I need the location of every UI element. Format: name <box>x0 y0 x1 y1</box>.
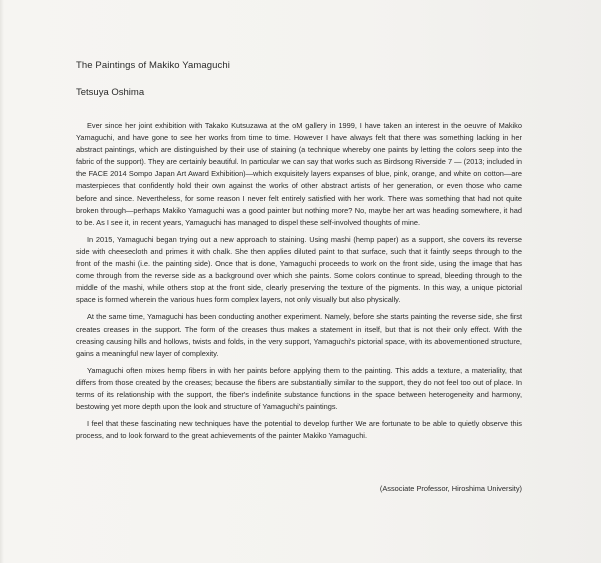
paragraph: I feel that these fascinating new techniques have the potential to develop further We are fortunate to be able to quietly observe this process, and to look forward to the great achievements of the painter Makiko Yamaguchi. <box>76 419 522 441</box>
author-name: Tetsuya Oshima <box>76 87 145 98</box>
document-title: The Paintings of Makiko Yamaguchi <box>76 60 230 71</box>
paragraph: In 2015, Yamaguchi began trying out a new approach to staining. Using mashi (hemp paper) as a support, she covers its reverse side with cheesecloth and primes it with chalk. She then applies diluted paint to that surface, such that it faintly seeps through to the front of the mashi (i.e. the painting side). Once that is done, Yamaguchi proceeds to work on the front side, using the image that has come through from the reverse side as a background over which she paints. Some colors continue to spread, bleeding through to the middle of the mashi, while others stop at the front side, clearly preserving the texture of the pigments. In this way, a unique pictorial space is formed wherein the various hues form complex layers, not only visually but also physically. <box>76 234 522 305</box>
page-edge-shadow <box>0 0 4 563</box>
paragraph: Ever since her joint exhibition with Takako Kutsuzawa at the oM gallery in 1999, I have taken an interest in the oeuvre of Makiko Yamaguchi, and have gone to see her works from time to time. However I have always felt that there was something lacking in her abstract paintings, which are distinguished by their use of staining (a technique whereby one paints by letting the colors seep into the fabric of the support). They are certainly beautiful. In particular we can say that works such as Birdsong Riverside 7 — (2013; included in the FACE 2014 Sompo Japan Art Award Exhibition)—which exquisitely layers expanses of blue, pink, orange, and white on cotton—are masterpieces that confidently hold their own against the works of other abstract artists of her generation, or even those who came before and since. Nevertheless, for some reason I never felt entirely satisfied with her work. There was something that had not quite broken through—perhaps Makiko Yamaguchi was a good painter but nothing more? No, maybe her art was heading somewhere, it had to be. As I see it, in recent years, Yamaguchi has managed to dispel these self-involved thoughts of mine. <box>76 121 522 227</box>
article-body <box>76 120 522 447</box>
author-affiliation: (Associate Professor, Hiroshima University) <box>379 484 522 493</box>
paragraph: Yamaguchi often mixes hemp fibers in with her paints before applying them to the painting. This adds a texture, a materiality, that differs from those created by the creases; because the fibers are substantially similar to the support, they do not feel too out of place. In terms of its relationship with the support, the fiber's indefinite substance functions in the space between heterogeneity and harmony, bestowing yet more depth upon the look and structure of Yamaguchi's paintings. <box>76 365 522 412</box>
paragraph: At the same time, Yamaguchi has been conducting another experiment. Namely, before she starts painting the reverse side, she first creates creases in the support. The form of the creases thus makes a statement in itself, but that is not their only effect. With the creasing causing hills and hollows, twists and folds, in the very support, Yamaguchi's pictorial space, with its abovementioned structure, gains a meaningful new layer of complexity. <box>76 312 522 358</box>
